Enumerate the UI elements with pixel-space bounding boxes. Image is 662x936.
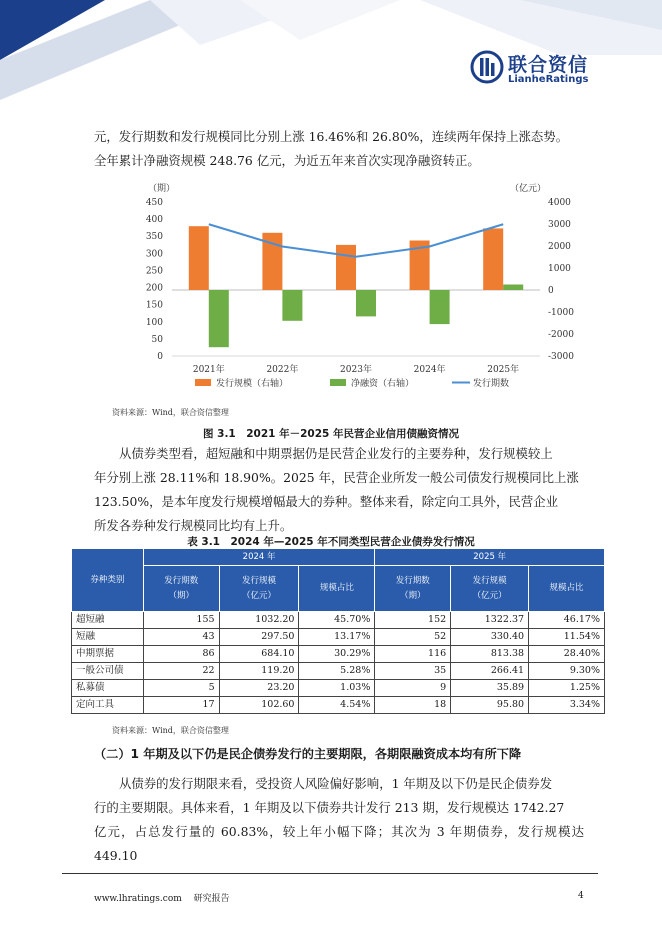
table-caption: 表 3.1 2024 年—2025 年不同类型民营企业债券发行情况 [187, 536, 475, 548]
bar-net-financing [282, 290, 302, 321]
left-tick-label: 300 [145, 249, 163, 260]
table-source: 资料来源：Wind，联合资信整理 [112, 726, 229, 735]
table-cell-s25: 813.38 [451, 646, 529, 663]
table-cell-p25: 46.17% [529, 612, 605, 629]
table-cell-c25: 18 [375, 697, 451, 714]
right-tick-label: 2000 [548, 242, 571, 252]
brand-name-cn: 联合资信 [508, 54, 589, 76]
table-cell-type: 短融 [72, 629, 144, 646]
table-cell-s24: 1032.20 [219, 612, 299, 629]
table-cell-c25: 152 [375, 612, 451, 629]
p3-line-1: 从债券的发行期限来看，受投资人风险偏好影响，1 年期及以下仍是民企债券发 [119, 776, 553, 791]
table-cell-s25: 95.80 [451, 697, 529, 714]
p2-line-3: 123.50%，是本年度发行规模增幅最大的券种。整体来看，除定向工具外，民营企业 [94, 494, 559, 509]
table-cell-p25: 9.30% [529, 663, 605, 680]
left-tick-label: 0 [157, 352, 163, 362]
table-cell-p24: 1.03% [299, 680, 375, 697]
section-heading: （二）1 年期及以下仍是民企债券发行的主要期限，各期限融资成本均有所下降 [94, 747, 522, 761]
table-cell-p24: 45.70% [299, 612, 375, 629]
table-cell-s24: 23.20 [219, 680, 299, 697]
brand-name-en: LianheRatings [508, 74, 589, 85]
table-cell-s24: 684.10 [219, 646, 299, 663]
table-row [72, 629, 605, 646]
table-cell-s25: 266.41 [451, 663, 529, 680]
bar-net-financing [503, 285, 523, 291]
table-row [72, 663, 605, 680]
table-cell-c25: 116 [375, 646, 451, 663]
right-tick-label: -2000 [548, 330, 574, 340]
x-tick-label: 2025年 [487, 365, 520, 375]
left-tick-label: 400 [145, 215, 163, 226]
x-tick-label: 2024年 [413, 365, 446, 375]
financing-chart [120, 178, 580, 398]
table-cell-p24: 5.28% [299, 663, 375, 680]
figure-caption: 图 3.1 2021 年－2025 年民营企业信用债融资情况 [202, 428, 459, 440]
bar-issuance [336, 245, 356, 290]
table-cell-p25: 11.54% [529, 629, 605, 646]
header-share-2024: 规模占比 [299, 566, 375, 612]
table-cell-p24: 13.17% [299, 629, 375, 646]
lianhe-logo-icon [470, 50, 504, 84]
right-tick-label: -3000 [548, 352, 574, 362]
table-cell-s24: 102.60 [219, 697, 299, 714]
table-cell-s25: 330.40 [451, 629, 529, 646]
p2-line-2: 年分别上涨 28.11%和 18.90%。2025 年，民营企业所发一般公司债发行规模同比上涨 [94, 470, 579, 485]
header-scale-2024: 发行规模 （亿元） [219, 566, 299, 612]
table-cell-s24: 297.50 [219, 629, 299, 646]
left-tick-label: 150 [145, 300, 163, 311]
table-cell-c25: 35 [375, 663, 451, 680]
legend-label: 净融资（右轴） [351, 379, 415, 389]
intro-line-2: 全年累计净融资规模 248.76 亿元，为近五年来首次实现净融资转正。 [94, 153, 480, 168]
x-tick-label: 2023年 [340, 365, 372, 375]
header-year-2025: 2025 年 [375, 549, 605, 566]
table-cell-type: 私募债 [72, 680, 144, 697]
x-tick-label: 2021年 [192, 365, 225, 375]
table-cell-s25: 1322.37 [451, 612, 529, 629]
left-axis-unit: （期） [148, 184, 176, 194]
table-cell-p25: 28.40% [529, 646, 605, 663]
legend-label: 发行规模（右轴） [216, 379, 289, 389]
left-tick-label: 50 [151, 334, 163, 345]
header-type: 券种类别 [72, 549, 144, 612]
right-axis-unit: （亿元） [510, 184, 547, 194]
table-cell-c25: 9 [375, 680, 451, 697]
header-scale-2025: 发行规模 （亿元） [451, 566, 529, 612]
header-year-2024: 2024 年 [143, 549, 375, 566]
table-cell-s25: 35.89 [451, 680, 529, 697]
right-tick-label: 0 [548, 286, 554, 296]
legend-label: 发行期数 [473, 379, 510, 389]
table-cell-c24: 22 [143, 663, 219, 680]
table-row [72, 612, 605, 629]
table-cell-type: 一般公司债 [72, 663, 144, 680]
page-number: 4 [578, 891, 584, 901]
table-cell-type: 中期票据 [72, 646, 144, 663]
table-row [72, 697, 605, 714]
table-cell-c24: 155 [143, 612, 219, 629]
legend-swatch [195, 379, 211, 386]
intro-paragraph [94, 125, 584, 173]
table-cell-p25: 3.34% [529, 697, 605, 714]
table-cell-c24: 5 [143, 680, 219, 697]
p2-line-4: 所发各券种发行规模同比均有上升。 [94, 518, 293, 533]
chart-source: 资料来源：Wind，联合资信整理 [112, 408, 229, 417]
bond-type-table [71, 548, 605, 714]
bar-net-financing [356, 290, 376, 316]
bar-issuance [189, 226, 209, 290]
bar-net-financing [209, 290, 229, 347]
table-cell-c24: 86 [143, 646, 219, 663]
bar-issuance [483, 228, 503, 290]
table-row [72, 680, 605, 697]
table-cell-p24: 30.29% [299, 646, 375, 663]
bar-net-financing [430, 290, 450, 324]
paragraph-maturity [94, 772, 584, 868]
table-cell-s24: 119.20 [219, 663, 299, 680]
left-tick-label: 350 [145, 232, 163, 243]
intro-line-1: 元，发行期数和发行规模同比分别上涨 16.46%和 26.80%，连续两年保持上涨态势。 [94, 129, 569, 144]
header-count-2025: 发行期数 （期） [375, 566, 451, 612]
table-cell-c25: 52 [375, 629, 451, 646]
p3-line-2: 行的主要期限。具体来看，1 年期及以下债券共计发行 213 期，发行规模达 1742.27 [94, 800, 565, 815]
table-cell-p25: 1.25% [529, 680, 605, 697]
table-row [72, 646, 605, 663]
header-share-2025: 规模占比 [529, 566, 605, 612]
right-tick-label: 4000 [548, 198, 571, 208]
right-tick-label: 3000 [548, 220, 571, 230]
table-cell-type: 定向工具 [72, 697, 144, 714]
left-tick-label: 250 [145, 266, 163, 277]
header-count-2024: 发行期数 （期） [143, 566, 219, 612]
left-tick-label: 200 [145, 283, 163, 294]
p2-line-1: 从债券类型看，超短融和中期票据仍是民营企业发行的主要券种，发行规模较上 [119, 446, 553, 461]
table-cell-c24: 17 [143, 697, 219, 714]
left-tick-label: 100 [145, 317, 163, 328]
paragraph-bond-types [94, 442, 584, 538]
left-tick-label: 450 [145, 198, 163, 208]
p3-line-3: 亿元，占总发行量的 60.83%，较上年小幅下降；其次为 3 年期债券，发行规模达 449.10 [94, 824, 584, 863]
footer-site: www.lhratings.com 研究报告 [94, 894, 230, 904]
table-cell-type: 超短融 [72, 612, 144, 629]
right-tick-label: 1000 [548, 264, 571, 274]
right-tick-label: -1000 [548, 308, 574, 318]
brand-logo [470, 48, 620, 88]
table-cell-c24: 43 [143, 629, 219, 646]
legend-swatch [330, 379, 346, 386]
x-tick-label: 2022年 [266, 365, 299, 375]
footer-divider [62, 873, 598, 874]
table-cell-p24: 4.54% [299, 697, 375, 714]
